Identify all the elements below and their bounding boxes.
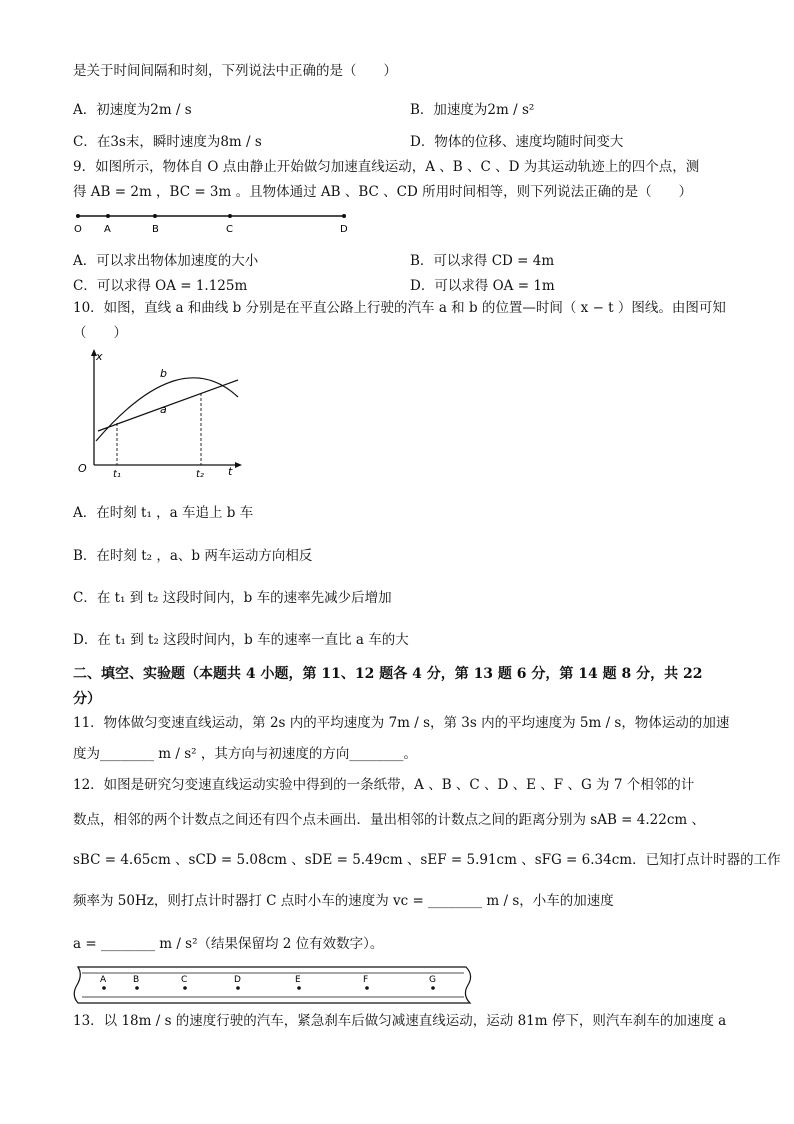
paper-tape — [74, 967, 470, 1003]
origin-label: O — [78, 462, 87, 475]
q10-option-c: C．在 t₁ 到 t₂ 这段时间内，b 车的速率先减少后增加 — [73, 590, 392, 606]
q12-line4: 频率为 50Hz，则打点计时器打 C 点时小车的速度为 vc = ________ m / s，小车的加速度 — [73, 893, 614, 909]
q9-stem-line2: 得 AB = 2m ，BC = 3m 。且物体通过 AB 、BC 、CD 所用时间相等，则下列说法正确的是（ ） — [73, 184, 693, 200]
q8-option-b: B．加速度为2m / s² — [410, 102, 535, 118]
section2-heading-line1: 二、填空、实验题（本题共 4 小题，第 11、12 题各 4 分，第 13 题 6 分，第 14 题 8 分，共 22 — [73, 666, 703, 682]
q9-option-a: A．可以求出物体加速度的大小 — [73, 253, 259, 269]
line-a — [98, 380, 238, 431]
tape-point-b — [135, 986, 139, 990]
q10-xt-graph — [70, 345, 250, 480]
q11-line1: 11．物体做匀变速直线运动，第 2s 内的平均速度为 7m / s，第 3s 内的平均速度为 5m / s，物体运动的加速 — [73, 715, 730, 731]
tape-label-g: G — [429, 975, 436, 985]
q10-stem-line2: （ ） — [73, 325, 127, 341]
q8-option-a: A．初速度为2m / s — [73, 102, 192, 118]
label-c: C — [226, 224, 233, 235]
label-d: D — [340, 224, 348, 235]
q8-option-d: D．物体的位移、速度均随时间变大 — [410, 134, 624, 150]
q10-option-a: A．在时刻 t₁ ，a 车追上 b 车 — [73, 505, 254, 521]
tape-label-b: B — [133, 975, 140, 985]
t-axis-label: t — [228, 465, 233, 478]
curve-b-label: b — [160, 367, 167, 380]
label-a: A — [104, 224, 111, 235]
q13-line1: 13．以 18m / s 的速度行驶的汽车，紧急刹车后做匀减速直线运动，运动 81m 停下，则汽车刹车的加速度 a — [73, 1013, 727, 1029]
point-c — [228, 214, 232, 218]
section2-heading-line2: 分） — [73, 691, 101, 707]
tape-point-g — [431, 986, 435, 990]
q10-stem-line1: 10．如图，直线 a 和曲线 b 分别是在平直公路上行驶的汽车 a 和 b 的位置—时间（ x − t ）图线。由图可知 — [73, 300, 726, 316]
label-b: B — [152, 224, 159, 235]
q9-trajectory-figure — [70, 206, 360, 238]
q9-option-b: B．可以求得 CD = 4m — [410, 253, 555, 269]
tape-point-d — [236, 986, 240, 990]
q9-option-d: D．可以求得 OA = 1m — [410, 278, 555, 294]
point-a — [106, 214, 110, 218]
tape-label-c: C — [181, 975, 188, 985]
point-d — [342, 214, 346, 218]
line-a-label: a — [160, 403, 167, 416]
q12-line5: a = ________ m / s²（结果保留均 2 位有效数字）。 — [73, 936, 384, 952]
q9-option-c: C．可以求得 OA = 1.125m — [73, 278, 248, 294]
tape-label-f: F — [363, 975, 369, 985]
q10-option-d: D．在 t₁ 到 t₂ 这段时间内，b 车的速率一直比 a 车的大 — [73, 632, 409, 648]
label-o: O — [74, 224, 82, 235]
q8-stem-tail: 是关于时间间隔和时刻，下列说法中正确的是（ ） — [73, 63, 397, 79]
tape-point-f — [365, 986, 369, 990]
tape-point-e — [297, 986, 301, 990]
tape-point-c — [183, 986, 187, 990]
t2-label: t₂ — [196, 469, 204, 480]
q12-line3: sBC = 4.65cm 、sCD = 5.08cm 、sDE = 5.49cm 、sEF = 5.91cm 、sFG = 6.34cm．已知打点计时器的工作 — [73, 852, 781, 868]
tape-point-a — [102, 986, 106, 990]
x-axis-label: x — [96, 350, 103, 363]
q9-stem-line1: 9．如图所示，物体自 O 点由静止开始做匀加速直线运动，A 、B 、C 、D 为其运动轨迹上的四个点，测 — [73, 159, 700, 175]
x-axis-arrow — [235, 462, 242, 468]
point-b — [153, 214, 157, 218]
q8-option-c: C．在3s末，瞬时速度为8m / s — [73, 134, 262, 150]
q11-line2: 度为________ m / s² ，其方向与初速度的方向________。 — [73, 746, 417, 762]
point-o — [76, 214, 80, 218]
q12-line2: 数点，相邻的两个计数点之间还有四个点未画出．量出相邻的计数点之间的距离分别为 sAB = 4.22cm 、 — [73, 812, 705, 828]
tape-label-d: D — [234, 975, 241, 985]
tape-label-a: A — [100, 975, 107, 985]
q12-line1: 12．如图是研究匀变速直线运动实验中得到的一条纸带，A 、B 、C 、D 、E 、F 、G 为 7 个相邻的计 — [73, 777, 695, 793]
q12-paper-tape-figure — [70, 963, 480, 1007]
q10-option-b: B．在时刻 t₂ ，a、b 两车运动方向相反 — [73, 548, 313, 564]
tape-label-e: E — [295, 975, 301, 985]
t1-label: t₁ — [113, 469, 121, 480]
